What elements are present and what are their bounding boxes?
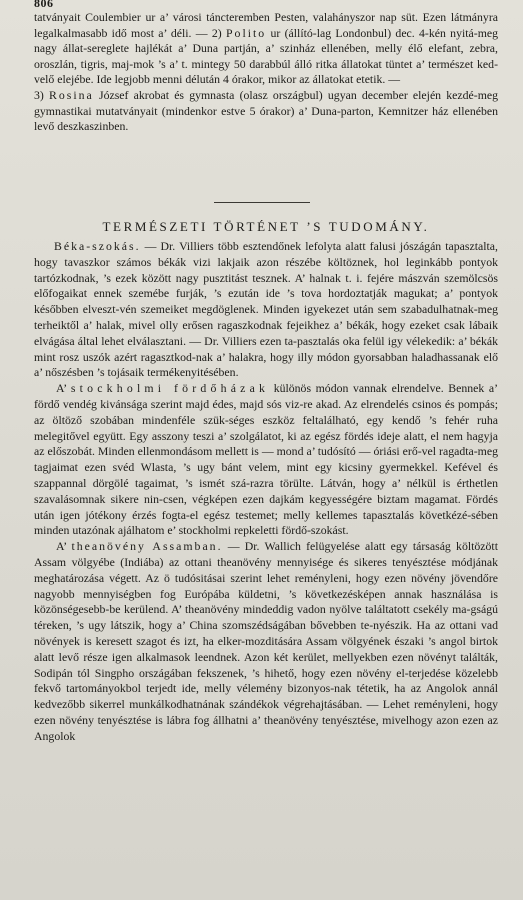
- article-text: különös módon vannak elrendelve. Bennek a’ fördő vendég kivánsága szerint majd édes, majd sós viz-re akad. Az elrendelés csinos és pompás; az öltöző szobában mindenféle szük-séges eszköz feltalálható, egy kendő ’s fehér ruha melegitővel együtt. Egy asszony teszi a’ szolgálatot, ki az egész fördés ideje alatt, el nem hagyja az előszobát. Minden ellenmondásom mellett is — mond a’ tudósító — óriási erő-vel ragadta-meg tagjaimat ezen svéd Wlasta, ’s ugy bánt velem, mint egy kicsiny gyermekkel. Kefével és szappannal dörgölé tagaimat, ’s ismét szá-razra törülte. Látván, hogy a’ nélkül is érthetlen szavalásomnak sikere nin-csen, végképen ezen dajkám kegyességére biztam magamat. Fördés után igen jótékony érzés fogta-el egész testemet; melly kellemes tapasztalás követkézé-sében minden utazónak ajálhatom e’ stockholmi repkeletti fördő-szokást.: [34, 381, 499, 538]
- article-text: — Dr. Wallich felügyelése alatt egy társaság költözött Assam völgyébe (Indiába) az ottani theanövény mennyisége és sikeres tenyésztése módjának meghatározása végett. Az ö tudósitásai szerint lehet reményleni, hogy ezen növény jövendőre nagyobb mennyiségben fog Európába küldetni, ’s következésképen annak használása is közönségesebb-be kerülend. A’ theanövény mindeddig vadon nyölve találtatott csekély ma-gságú téreken, ’s ugy látszik, hogy a’ China szomszédságában bővebben te-nyészik. Ha az ottani vad növények is keresett szagot és izt, ha elker-mozditására Assam völgyének északi ’s angol birtok alatt levő része igen alkalmasok leendnek. Azon két kerület, mellyekben ezen növényt találták, Sodipán tól Singpho országában fekszenek, ’s hihető, hogy ezen növény el-terjedése közelebb fekvő tartományokbol terjedt ide, melly vélemény bizonyos-nak tétetik, ha az Angolok annál kedvezőbb sikerrel munkálkodhatnának szándékok végrehajtásában. — Lehet reményleni, hogy ezen növény tenyésztése is lábra fog állhatni a’ theanövény tenyésztése, mivelhogy azon ezen az Angolok: [34, 539, 498, 743]
- article-heading: Béka-szokás.: [54, 239, 141, 253]
- news-text: József akrobat és gymnasta (olasz országbul) ugyan december elején kezdé-meg gymnastikai mutatványait (mindenkor estve 5 órakor) a’ Duna-parton, Kemnitzer ház ellenében levő deszkaszinben.: [34, 87, 499, 134]
- article-heading: theanövény Assamban.: [71, 539, 223, 554]
- article-text: — Dr. Villiers több esztendőnek lefolyta alatt falusi jószágán tapasztalta, hogy tavaszkor számos békák vizi lakjaik azon részébe költöznek, hol leginkább pontyok tartózkodnak, ’s ezek között nagy pusztitást tesznek. A’ halnak t. i. fejére mászván szemölcsös előfogaikat ennek szemébe furják, ’s ezután ide ’s tova hordoztatják magukat; a’ pontyok későbben elveszt-vén szemeiket megdöglenek. Minden igyekezet után sem szabadulhatnak-meg terheiktől a’ halak, mivel olly erősen ragaszkodnak fejeikhez a’ békák, hogy ezeket csak lábaik elvágása által lehet elválasztani. — Dr. Villiers ezen ta-pasztalás oka felül igy vélekedik: a’ békák mint rosz uszók azért ragasztkod-nak a’ halakra, hogy illy módon gyorsabban haladhassanak elő a’ nőszésben ’s tojásaik termékenyitésében.: [34, 239, 498, 380]
- article-frog-habit: [34, 239, 498, 381]
- article-prefix: A’: [56, 381, 67, 396]
- science-section: [34, 239, 498, 745]
- news-text: tatványait Coulembier ur a’ városi táncteremben Pesten, valahányszor nap süt. Ezen látmányra legalkalmasabb idő most a’ déli. — 2): [34, 10, 498, 40]
- article-stockholm-baths: [34, 381, 498, 539]
- news-text-continued: ur (állító-lag Londonbul) dec. 4-kén nyitá-meg nagy állat-sereglete hajlékát a’ Duna partján, a’ szinház ellenében, melly élő elefant, zebra, oroszlán, tigris, maj-mok ’s a’ t. mintegy 50 darabbúl álló ritka állatokat tüntet a’ természet ked-velő elejébe. Ide legjobb menni délután 4 órakor, mikor az állatokat etetik. —: [34, 25, 499, 87]
- item-number: 3): [34, 87, 44, 102]
- page-number: 806: [34, 0, 54, 10]
- name-polito: Polito: [226, 25, 267, 40]
- news-section: [34, 10, 498, 135]
- section-title: TERMÉSZETI TÖRTÉNET ’S TUDOMÁNY.: [102, 219, 430, 234]
- news-paragraph-rosina: [34, 88, 498, 135]
- article-tea-plant-assam: [34, 539, 498, 744]
- name-rosina: Rosina: [49, 87, 94, 102]
- news-paragraph-polito: [34, 10, 498, 88]
- article-prefix: A’: [56, 539, 67, 554]
- section-divider: [214, 202, 310, 203]
- article-heading: stockholmi fördőházak: [70, 381, 270, 396]
